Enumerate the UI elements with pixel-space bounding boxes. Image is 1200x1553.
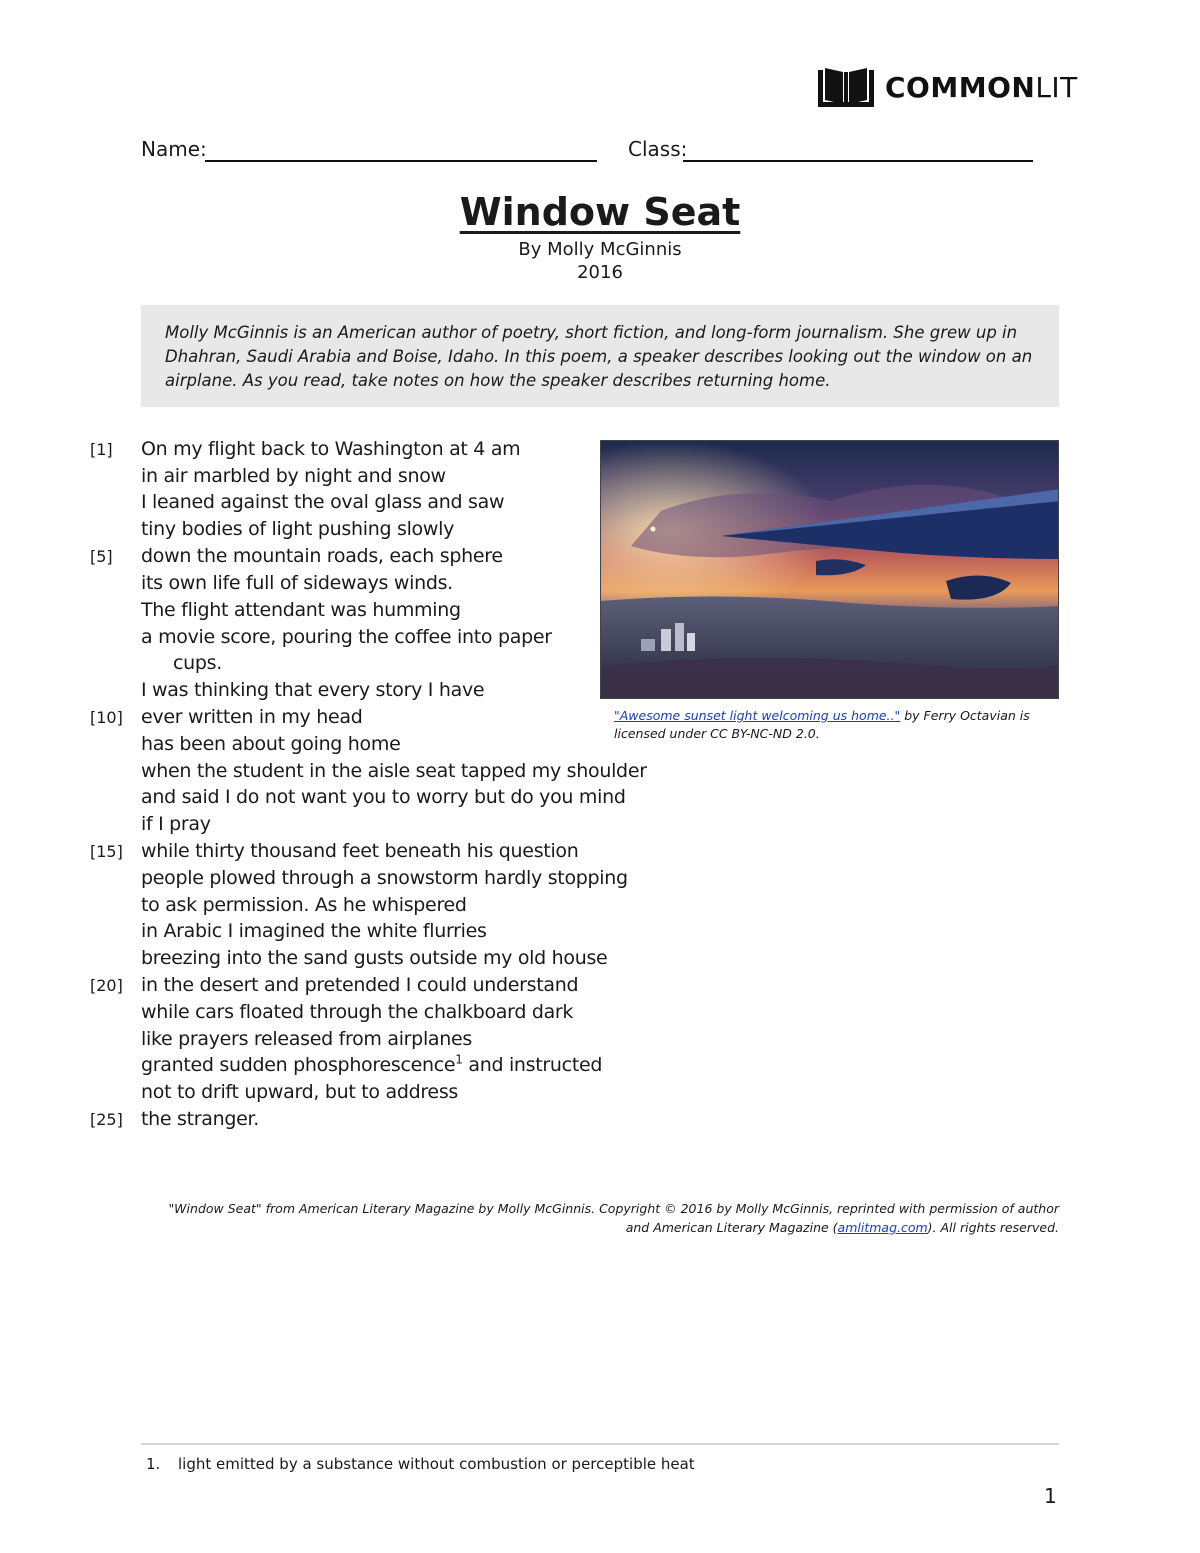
poem-line: down the mountain roads, each sphere: [141, 545, 503, 567]
commonlit-logo: [817, 66, 1078, 108]
poem-line: in air marbled by night and snow: [141, 465, 446, 487]
poem-line: while cars floated through the chalkboard dark: [141, 1001, 574, 1023]
name-field[interactable]: [205, 160, 597, 162]
poem-line: has been about going home: [141, 733, 401, 755]
page-title: Window Seat: [459, 190, 741, 234]
poem-line: not to drift upward, but to address: [141, 1081, 459, 1103]
poem-line: while thirty thousand feet beneath his question: [141, 840, 579, 862]
open-book-icon: [817, 66, 875, 108]
line-number: [10]: [90, 708, 123, 727]
intro-box: [141, 305, 1059, 407]
footnote-divider: [141, 1443, 1059, 1445]
poem-line: the stranger.: [141, 1108, 260, 1130]
line-number: [20]: [90, 976, 123, 995]
poem-line: in the desert and pretended I could understand: [141, 974, 579, 996]
poem-line: when the student in the aisle seat tapped my shoulder: [141, 760, 647, 782]
class-label: Class:: [628, 137, 688, 161]
airplane-wing-sunset-photo: [600, 440, 1059, 699]
poem-line: like prayers released from airplanes: [141, 1028, 472, 1050]
line-number: [15]: [90, 842, 123, 861]
poem-line: if I pray: [141, 813, 211, 835]
amlitmag-link[interactable]: amlitmag.com: [837, 1220, 928, 1235]
poem-line: cups.: [173, 652, 222, 674]
poem-line: breezing into the sand gusts outside my old house: [141, 947, 608, 969]
brand-name: COMMONLIT: [885, 70, 1078, 104]
photo-source-link[interactable]: "Awesome sunset light welcoming us home..": [614, 708, 901, 723]
poem-line: I was thinking that every story I have: [141, 679, 485, 701]
intro-text: Molly McGinnis is an American author of poetry, short fiction, and long-form journalism. She grew up in Dhahran, Saudi Arabia and Boise, Idaho. In this poem, a speaker describes looking out the window on an airplane. As you read, take notes on how the speaker describes returning home.: [165, 323, 1033, 390]
line-number: [5]: [90, 547, 113, 566]
name-label: Name:: [141, 137, 207, 161]
poem-line: its own life full of sideways winds.: [141, 572, 453, 594]
footnote-marker[interactable]: 1: [455, 1052, 463, 1067]
line-number: [1]: [90, 440, 113, 459]
poem-line: and said I do not want you to worry but do you mind: [141, 786, 626, 808]
page-number: 1: [1044, 1484, 1057, 1508]
poem-line: On my flight back to Washington at 4 am: [141, 438, 521, 460]
poem-line: to ask permission. As he whispered: [141, 894, 467, 916]
photo-caption: "Awesome sunset light welcoming us home.." by Ferry Octavian is licensed under CC BY-NC-ND 2.0.: [614, 708, 1030, 741]
copyright-credit: "Window Seat" from American Literary Magazine by Molly McGinnis. Copyright © 2016 by Molly McGinnis, reprinted with permission of author and American Literary Magazine (amlitmag.com). All rights reserved.: [168, 1201, 1059, 1235]
poem-line: I leaned against the oval glass and saw: [141, 491, 505, 513]
poem-line: The flight attendant was humming: [141, 599, 461, 621]
author-byline: By Molly McGinnis: [518, 239, 682, 260]
publication-year: 2016: [577, 262, 623, 283]
poem-line: in Arabic I imagined the white flurries: [141, 920, 487, 942]
poem-line: people plowed through a snowstorm hardly stopping: [141, 867, 628, 889]
poem-line: a movie score, pouring the coffee into paper: [141, 626, 552, 648]
footnote: 1. light emitted by a substance without combustion or perceptible heat: [146, 1455, 695, 1473]
line-number: [25]: [90, 1110, 123, 1129]
poem-line: granted sudden phosphorescence$^1$ and instructed: [141, 1052, 603, 1076]
poem-line: tiny bodies of light pushing slowly: [141, 518, 455, 540]
class-field[interactable]: [683, 160, 1033, 162]
poem-line: ever written in my head: [141, 706, 363, 728]
